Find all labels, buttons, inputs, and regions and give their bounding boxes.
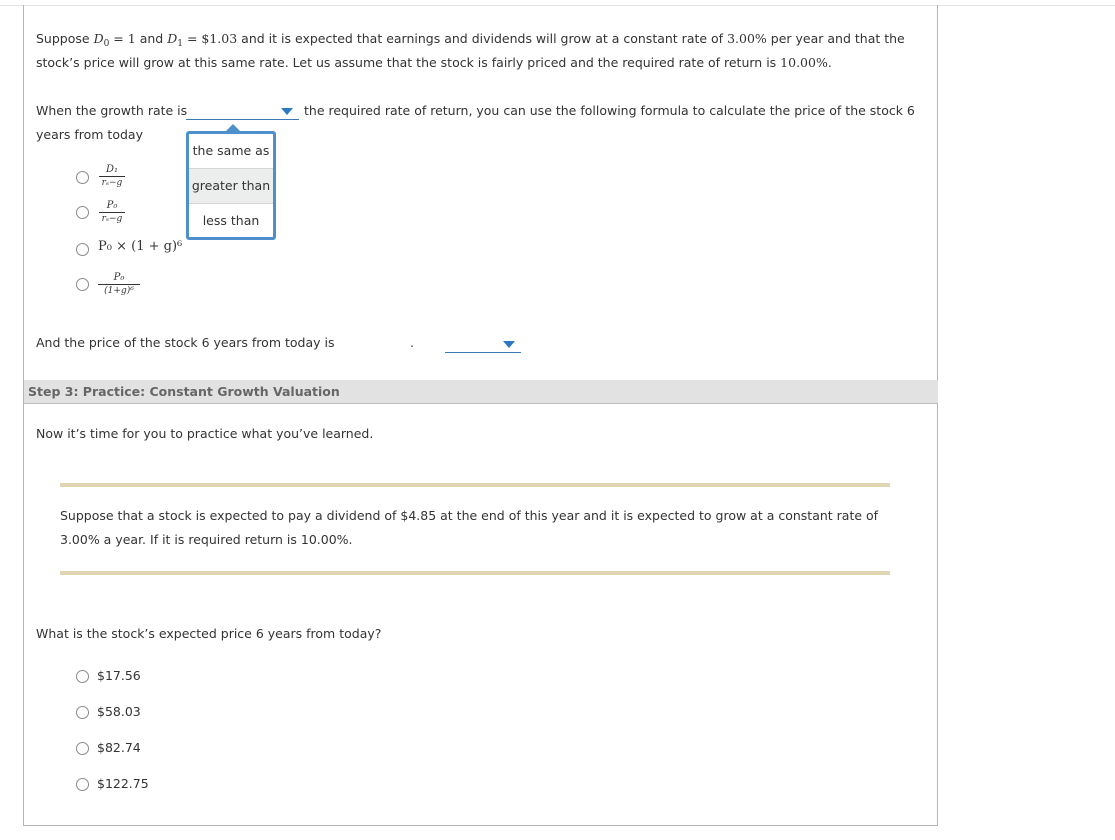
formula-radio-1[interactable] — [76, 171, 89, 184]
intro-text: and — [139, 31, 164, 46]
dropdown-caret-icon — [226, 124, 240, 131]
growth-rate-value: 3.00% — [727, 31, 767, 46]
question2-suffix: . — [410, 335, 414, 350]
content-panel — [23, 5, 938, 826]
question1-line-1 — [36, 99, 187, 123]
problem-line-1: Suppose that a stock is expected to pay a dividend of $4.85 at the end of this year and it is expected to grow at a constant rate of — [60, 508, 879, 523]
formula-d1-over-rs-minus-g: D₁ rₛ−g — [99, 164, 125, 188]
problem-divider-bottom — [60, 571, 890, 575]
question2-prefix: And the price of the stock 6 years from today is — [36, 335, 335, 350]
answer-option-2[interactable]: $58.03 — [97, 704, 141, 719]
chevron-down-icon — [503, 341, 515, 348]
problem-divider-top — [60, 483, 890, 487]
d0-symbol: $D_0$ — [93, 31, 110, 49]
problem-line-2: 3.00% a year. If it is required return is 10.00%. — [60, 532, 353, 547]
answer-radio-3[interactable] — [76, 742, 89, 755]
menu-option-greater-than[interactable]: greater than — [189, 168, 273, 204]
question1-prefix: When the growth rate is — [36, 103, 188, 118]
intro-line-2 — [36, 51, 832, 75]
formula-radio-2[interactable] — [76, 206, 89, 219]
growth-comparison-menu — [186, 131, 276, 240]
growth-comparison-dropdown[interactable] — [186, 103, 299, 120]
intro-text: Suppose — [36, 31, 90, 46]
required-return-value: 10.00%. — [780, 55, 832, 70]
answer-radio-4[interactable] — [76, 778, 89, 791]
d1-symbol: $D_1$ — [167, 31, 183, 49]
answer-option-4[interactable]: $122.75 — [97, 776, 149, 791]
answer-option-3[interactable]: $82.74 — [97, 740, 141, 755]
step3-title: Step 3: Practice: Constant Growth Valuation — [28, 384, 340, 399]
formula-p0-over-rs-minus-g: P₀ rₛ−g — [99, 200, 125, 224]
question1-suffix: the required rate of return, you can use the following formula to calculate the price of the stock 6 — [304, 103, 915, 118]
chevron-down-icon — [281, 108, 293, 115]
menu-option-same-as[interactable]: the same as — [192, 143, 270, 158]
answer-option-1[interactable]: $17.56 — [97, 668, 141, 683]
intro-text: per year and that the — [770, 31, 905, 46]
formula-radio-3[interactable] — [76, 243, 89, 256]
formula-radio-4[interactable] — [76, 278, 89, 291]
answer-radio-2[interactable] — [76, 706, 89, 719]
question1-line-2: years from today — [36, 127, 143, 142]
menu-option-less-than[interactable]: less than — [202, 213, 260, 228]
d0-value: = 1 — [109, 31, 136, 46]
step3-intro: Now it’s time for you to practice what you’ve learned. — [36, 426, 374, 441]
intro-text: stock’s price will grow at this same rate. Let us assume that the stock is fairly priced and the required rate of return is — [36, 55, 777, 70]
intro-text: and it is expected that earnings and dividends will grow at a constant rate of — [241, 31, 724, 46]
step3-header — [24, 380, 938, 404]
practice-question: What is the stock’s expected price 6 years from today? — [36, 626, 382, 641]
answer-radio-1[interactable] — [76, 670, 89, 683]
d1-value: = $1.03 — [182, 31, 238, 46]
future-price-dropdown[interactable] — [445, 336, 521, 353]
formula-p0-over-growth: P₀ (1+g)⁶ — [98, 272, 140, 296]
formula-p0-times-growth: P₀ × (1 + g)⁶ — [98, 239, 183, 254]
